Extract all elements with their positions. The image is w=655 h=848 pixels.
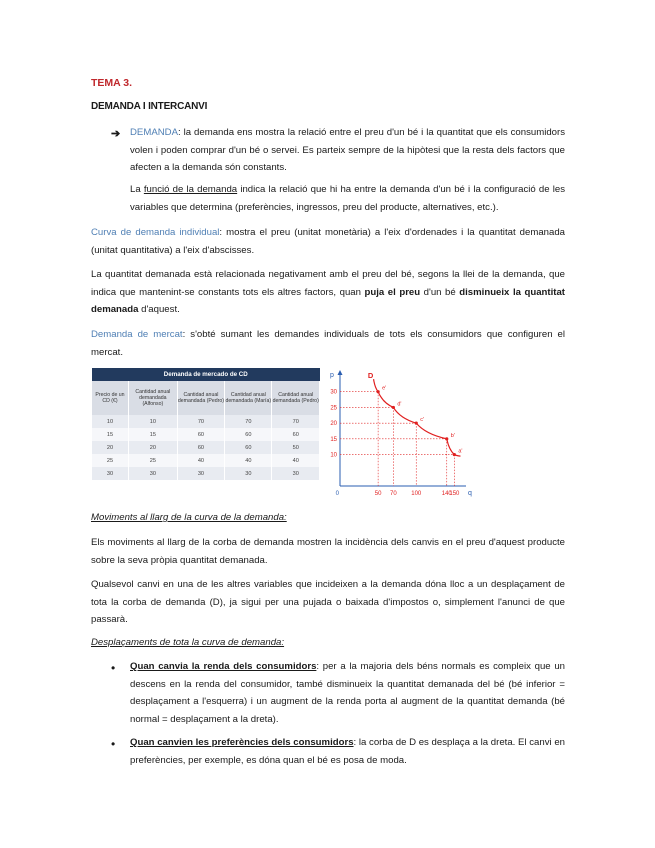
table-header: Cantidad anual demandada (Pedro) [272,381,320,415]
tema-heading: TEMA 3. [91,77,133,89]
x-axis-label: q [468,490,472,497]
moviments-heading: Moviments al llarg de la curva de la demanda: [91,512,287,523]
data-point-label: d' [397,401,402,408]
y-tick-label: 20 [330,421,337,428]
data-point [392,406,395,409]
list-item [130,658,565,728]
table-cell: 70 [225,415,272,428]
table-header: Cantidad anual demandada (Pedro) [177,381,224,415]
table-cell: 30 [92,467,129,480]
data-point-label: b' [450,432,455,439]
x-tick-label: 100 [411,491,422,497]
data-point [453,453,456,456]
data-point-label: a' [458,448,463,455]
moviments-paragraph-2: Qualsevol canvi en una de les altres variables que incideixen a la demanda dóna lloc a un desplaçament de tota la corba de demanda (D), ja sigui per una pujada o baixada d'impostos o, simplement l'anunci de que passarà. [91,579,565,625]
list-item-text: : la corba de D es desplaça a la dreta. El canvi en preferències, per exemple, es dóna quan el bé es posa de moda. [130,737,566,766]
funcio-text: indica la relació que hi ha entre la demanda d'un bé i la configuració de les variables que determina (preferències, ingressos, preu del producte, alternatives, etc.). [130,184,566,213]
table-cell: 10 [92,415,129,428]
y-tick-label: 30 [330,389,337,396]
data-point [445,437,448,440]
table-cell: 15 [92,428,129,441]
table-cell: 25 [92,454,129,467]
data-point-label: e' [382,385,387,392]
mercat-text: : s'obté sumant les demandes individuals de tots els consumidors que configuren el mercat. [91,329,566,358]
x-tick-label: 0 [335,491,339,497]
demand-curve-chart [326,368,472,500]
table-cell: 70 [177,415,224,428]
corba-individual-text: : mostra el preu (unitat monetària) a l'eix d'ordenades i la quantitat demanada (unitat quantitativa) a l'eix d'abscisses. [91,227,565,256]
demanda-text: : la demanda ens mostra la relació entre el preu d'un bé i la quantitat que els consumidors volen i poden comprar d'un bé o servei. Es parteix sempre de la hipòtesi que la resta dels factors que afecten a la demanda són constants. [130,127,565,173]
table-cell: 30 [129,467,178,480]
quantitat-text-1: La quantitat demanada està relacionada negativament amb el preu del bé, segons la llei de la demanda, que indica que mantenint-se constants tots els altres factors, quan [91,269,565,298]
table-cell: 40 [177,454,224,467]
table-cell: 40 [225,454,272,467]
table-cell: 60 [177,441,224,454]
demand-curve-line [374,379,461,456]
table-row [92,467,320,480]
table-cell: 10 [129,415,178,428]
section-title: DEMANDA I INTERCANVI [91,101,208,112]
y-axis-label: p [330,372,334,379]
table-cell: 30 [177,467,224,480]
table-cell: 60 [177,428,224,441]
list-item-bold: Quan canvien les preferències dels consumidors [130,737,354,748]
x-tick-label: 140 [441,491,452,497]
desplacaments-heading: Desplaçaments de tota la curva de demanda: [91,637,285,648]
moviments-paragraph-1: Els moviments al llarg de la corba de demanda mostren la incidència dels canvis en el preu d'aquest producte sobre la seva pròpia quantitat demanada. [91,537,565,566]
table-cell: 40 [272,454,320,467]
table-cell: 50 [272,441,320,454]
funcio-paragraph [130,181,565,216]
data-point-label: c' [420,417,425,424]
table-header: Cantidad anual demandada (María) [225,381,272,415]
table-row [92,454,320,467]
demanda-definition [130,124,565,177]
x-tick-label: 50 [374,491,382,497]
y-tick-label: 15 [330,436,337,443]
list-item-bold: Quan canvia la renda dels consumidors [130,661,317,672]
table-cell: 60 [225,441,272,454]
table-row [92,415,320,428]
data-point [415,422,418,425]
y-tick-label: 10 [330,452,337,459]
table-cell: 30 [272,467,320,480]
list-item [130,734,565,769]
mercat-term: Demanda de mercat [91,329,183,340]
table-cell: 70 [272,415,320,428]
mercat-paragraph [91,326,565,361]
demand-table [92,368,320,480]
table-cell: 20 [92,441,129,454]
corba-individual-term: Curva de demanda individual [91,227,220,238]
table-cell: 60 [272,428,320,441]
y-tick-label: 25 [330,405,337,412]
table-cell: 15 [129,428,178,441]
quantitat-text-3: d'aquest. [138,304,180,315]
curve-label: D [367,371,374,381]
bullet-icon: • [111,737,116,751]
table-header: Cantidad anual demandada (Alfonso) [129,381,178,415]
list-item-text: : per a la majoria dels béns normals es compleix que un descens en la renda del consumidor, també disminueix la quantitat demanada del bé (bé inferior = desplaçament a l'esquerra) i un augment de la renda porta al augment de la quantitat demanda (bé normal = desplaçament a la dreta). [130,661,565,725]
table-row [92,428,320,441]
quantitat-bold-1: puja el preu [364,286,421,298]
table-cell: 25 [129,454,178,467]
corba-individual-paragraph [91,224,565,259]
x-tick-label: 150 [449,491,460,497]
table-cell: 60 [225,428,272,441]
arrow-bullet-icon: ➔ [111,128,121,140]
bullet-icon: • [111,661,116,675]
data-point [377,390,380,393]
quantitat-paragraph [91,266,565,319]
table-body [92,415,320,480]
quantitat-text-2: d'un bé [420,286,460,298]
funcio-term: funció de la demanda [143,184,238,195]
table-row [92,441,320,454]
table-title: Demanda de mercado de CD [92,368,320,381]
quantitat-bold-2: disminueix la quantitat demanada [91,286,565,315]
demanda-term: DEMANDA [130,127,178,138]
funcio-prefix: La [130,184,144,195]
x-tick-label: 70 [390,491,397,497]
table-cell: 20 [129,441,178,454]
table-header: Precio de un CD (€) [92,381,129,415]
y-axis-arrow [338,370,343,375]
table-cell: 30 [225,467,272,480]
